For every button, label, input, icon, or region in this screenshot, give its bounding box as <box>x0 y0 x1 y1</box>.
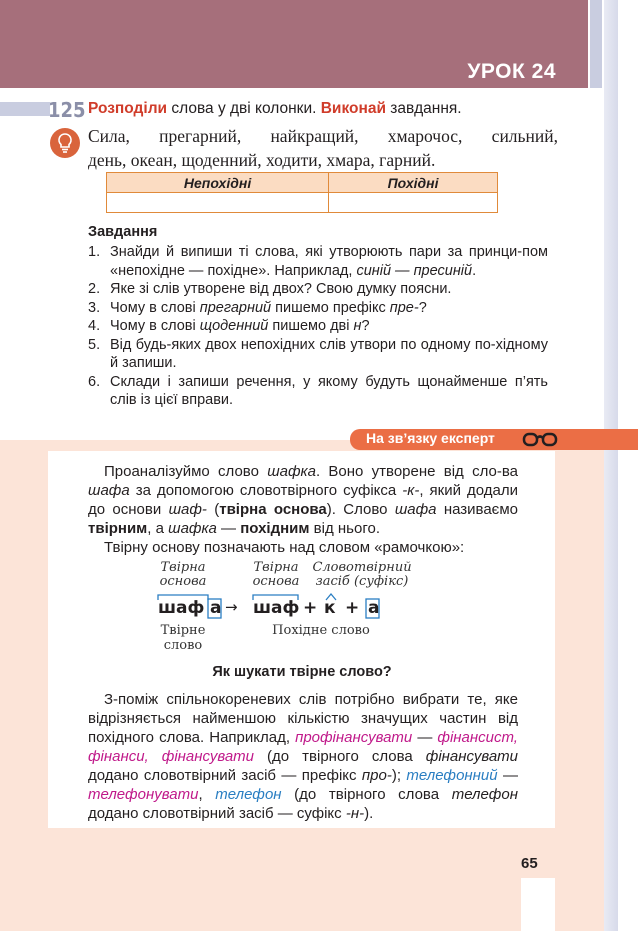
text: — <box>216 520 241 537</box>
text: ). Слово <box>326 501 395 518</box>
label-formation-means: Словотвірний засіб (суфікс) <box>312 560 412 589</box>
column-header-nonderived: Непохідні <box>107 173 329 193</box>
task-example: щоденний <box>199 318 269 334</box>
instruction-verb: Розподіли <box>88 100 168 117</box>
answer-cell[interactable] <box>329 193 498 213</box>
text: називаємо <box>436 501 518 518</box>
text: Проаналізуймо слово <box>104 463 268 480</box>
task-example: синій — пресиній <box>356 262 473 279</box>
task-item <box>88 373 548 410</box>
instruction-verb: Виконай <box>320 100 386 117</box>
header-stripe <box>590 0 602 88</box>
task-text: ? <box>418 299 427 316</box>
term: похідним <box>240 520 310 537</box>
task-text: пишемо префікс <box>271 299 390 316</box>
text: додано словотвірний засіб — суфікс <box>88 805 346 822</box>
task-number: 5. <box>88 336 101 353</box>
task-number: 6. <box>88 373 101 390</box>
task-text: пишемо дві <box>268 318 354 334</box>
text: . Воно утворене від сло-ва <box>315 463 518 480</box>
task-number: 1. <box>88 244 101 260</box>
lesson-title: УРОК 24 <box>467 60 556 83</box>
text: Твірну основу позначають над словом «рамочкою»: <box>104 539 465 556</box>
text: додано словотвірний засіб — префікс <box>88 767 362 784</box>
arrow-glyph: → <box>225 598 238 616</box>
task-example: пре- <box>389 299 419 316</box>
example-word: про- <box>361 767 392 784</box>
label-derived-word: Похідне слово <box>272 623 370 638</box>
example-word: шафа <box>394 501 437 518</box>
term: твірним <box>88 520 148 537</box>
exercise-number: 125 <box>48 98 86 122</box>
word-list <box>88 124 558 172</box>
tasks-heading: Завдання <box>88 224 158 240</box>
lightbulb-icon <box>50 128 80 158</box>
text: , який додали до основи <box>88 482 518 518</box>
expert-paragraph <box>88 462 518 538</box>
page-edge-stripe <box>604 0 618 931</box>
expert-paragraph <box>88 690 518 823</box>
text: , а <box>147 520 169 537</box>
plus-sign: + <box>345 598 360 618</box>
word-base-stem: шаф <box>158 598 205 618</box>
word-list-line: Сила, прегарний, найкращий, хмарочос, сильний, <box>88 126 558 146</box>
task-number: 3. <box>88 299 101 316</box>
label-source-word: Твірне слово <box>160 623 206 653</box>
task-text: Чому в слові <box>110 299 200 316</box>
text: ( <box>206 501 220 518</box>
term: твірна основа <box>219 501 327 518</box>
task-text: Чому в слові <box>110 318 200 334</box>
suffix: к <box>324 598 336 618</box>
task-text: . <box>472 262 477 279</box>
text: за допомогою словотвірного суфікса <box>129 482 403 499</box>
sorting-table <box>106 172 498 213</box>
instruction-text: слова у дві колонки. <box>167 100 321 117</box>
example-word: шафка <box>168 520 217 537</box>
task-text: Знайди й випиши ті слова, які утворюють пари за принци-пом «непохідне — похідне». Наприклад, <box>110 244 548 279</box>
task-number: 2. <box>88 281 101 297</box>
task-example: прегарний <box>199 299 272 316</box>
exercise-instruction <box>88 100 462 118</box>
example-word: шафа <box>88 482 130 499</box>
word-base-ending: а <box>210 598 222 618</box>
example-word: фінансувати <box>425 748 519 765</box>
example-word: телефонувати <box>88 786 199 803</box>
example-word: телефон <box>215 786 282 803</box>
example-word: фінансувати <box>161 748 255 765</box>
example-word: телефон <box>451 786 518 803</box>
example-word: -н- <box>345 805 365 822</box>
text: З-поміж спільнокореневих слів потрібно вибрати те, яке відрізняється найменшою кількістю значущих частин від похідного слова. Наприклад, <box>88 691 518 746</box>
task-list <box>88 243 548 410</box>
example-word: шаф- <box>168 501 207 518</box>
task-text: ? <box>361 318 370 334</box>
text: (до твірного слова <box>254 748 426 765</box>
task-item <box>88 280 548 299</box>
page-number: 65 <box>521 855 538 872</box>
text: ); <box>391 767 407 784</box>
task-number: 4. <box>88 318 101 334</box>
answer-cell[interactable] <box>107 193 329 213</box>
instruction-text: завдання. <box>386 100 462 117</box>
expert-label: На зв’язку експерт <box>366 430 495 446</box>
section-subheading: Як шукати твірне слово? <box>212 664 392 680</box>
glasses-icon <box>522 430 558 448</box>
column-header-derived: Похідні <box>329 173 498 193</box>
word-derived-stem: шаф <box>253 598 300 618</box>
text: — <box>497 767 518 784</box>
exercise-number-bar <box>0 102 50 116</box>
text: від нього. <box>309 520 380 537</box>
plus-sign: + <box>303 598 318 618</box>
label-base-stem: Твірна основа <box>159 560 207 589</box>
task-text: Яке зі слів утворене від двох? Свою думку поясни. <box>110 281 452 297</box>
text: — <box>412 729 438 746</box>
word-list-line: день, океан, щоденний, ходити, хмара, гарний. <box>88 150 436 170</box>
task-item <box>88 299 548 318</box>
page-tab <box>521 878 555 931</box>
example-word: фінансист, фінанси, <box>88 729 518 765</box>
example-word: шафка <box>267 463 316 480</box>
task-example: н <box>353 318 362 334</box>
task-item <box>88 243 548 280</box>
task-item <box>88 317 548 336</box>
expert-paragraph <box>88 538 518 557</box>
text: (до твірного слова <box>281 786 452 803</box>
task-text: Склади і запиши речення, у якому будуть щонайменше п’ять слів із цієї вправи. <box>110 373 548 408</box>
example-word: -к- <box>402 482 420 499</box>
ending: а <box>368 598 380 618</box>
label-base-stem: Твірна основа <box>252 560 300 589</box>
text: , <box>198 786 216 803</box>
task-item <box>88 336 548 373</box>
example-word: телефонний <box>406 767 498 784</box>
text <box>149 748 162 765</box>
task-text: Від будь-яких двох непохідних слів утвори по одному по-хідному й запиши. <box>110 336 548 371</box>
text: ). <box>364 805 374 822</box>
example-word: профінансувати <box>295 729 413 746</box>
